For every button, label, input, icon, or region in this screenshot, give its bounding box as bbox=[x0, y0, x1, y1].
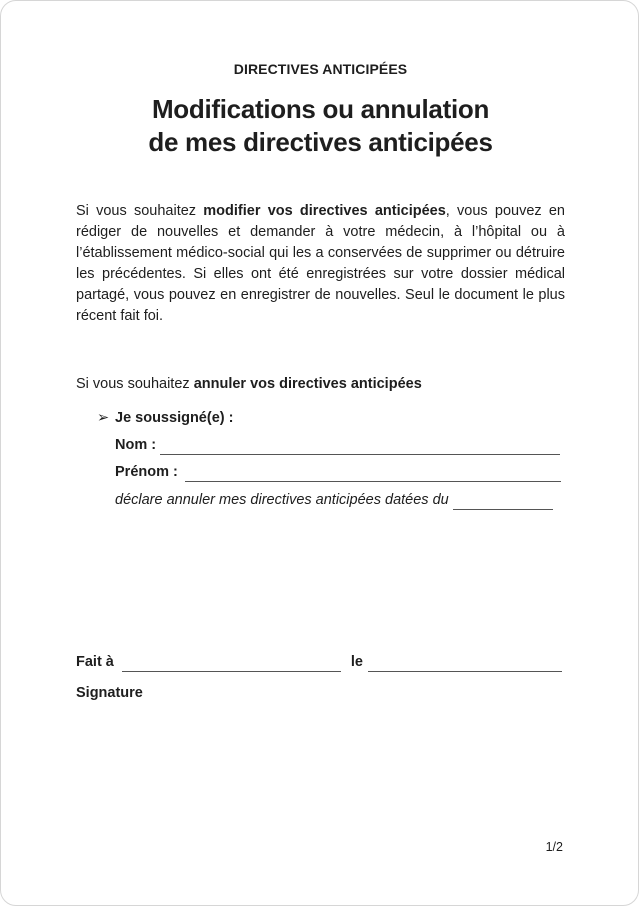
page-number: 1/2 bbox=[545, 840, 563, 854]
intro-emphasis: modifier vos directives anticipées bbox=[203, 203, 446, 219]
place-date-row bbox=[76, 652, 562, 672]
intro-text-start: Si vous souhaitez bbox=[76, 203, 204, 219]
arrow-bullet-icon: ➢ bbox=[97, 410, 110, 426]
undersigned-line bbox=[97, 408, 233, 428]
prenom-label: Prénom : bbox=[115, 464, 178, 480]
prenom-field[interactable] bbox=[185, 467, 561, 482]
fait-label: Fait à bbox=[76, 654, 114, 670]
date-field[interactable] bbox=[453, 495, 553, 510]
title-line-2: de mes directives anticipées bbox=[148, 127, 493, 157]
signature-label: Signature bbox=[76, 685, 143, 701]
nom-label: Nom : bbox=[115, 437, 157, 453]
place-field[interactable] bbox=[122, 657, 341, 672]
undersigned-label: Je soussigné(e) : bbox=[115, 410, 234, 426]
declare-row bbox=[115, 490, 553, 510]
declare-text: déclare annuler mes directives anticipées datées du bbox=[115, 492, 449, 508]
title-line-1: Modifications ou annulation bbox=[151, 94, 490, 124]
cancel-text-start: Si vous souhaitez bbox=[76, 376, 194, 392]
cancel-heading bbox=[76, 374, 422, 394]
le-label: le bbox=[350, 654, 363, 670]
prenom-row bbox=[115, 462, 561, 482]
nom-field[interactable] bbox=[160, 440, 560, 455]
intro-paragraph bbox=[76, 201, 565, 327]
document-kicker: DIRECTIVES ANTICIPÉES bbox=[233, 61, 408, 77]
intro-text-rest: , vous pouvez en rédiger de nouvelles et demander à votre médecin, à l’hôpital ou à l’établissement médico-social qui les a conservées de supprimer ou détruire les précédentes. Si elles ont été enregistrées sur votre dossier médical partagé, vous pouvez en enregistrer de nouvelles. Seul le document le plus récent fait foi. bbox=[76, 203, 565, 324]
page-title bbox=[1, 93, 639, 159]
signing-date-field[interactable] bbox=[368, 657, 562, 672]
cancel-emphasis: annuler vos directives anticipées bbox=[193, 376, 422, 392]
nom-row bbox=[115, 435, 560, 455]
